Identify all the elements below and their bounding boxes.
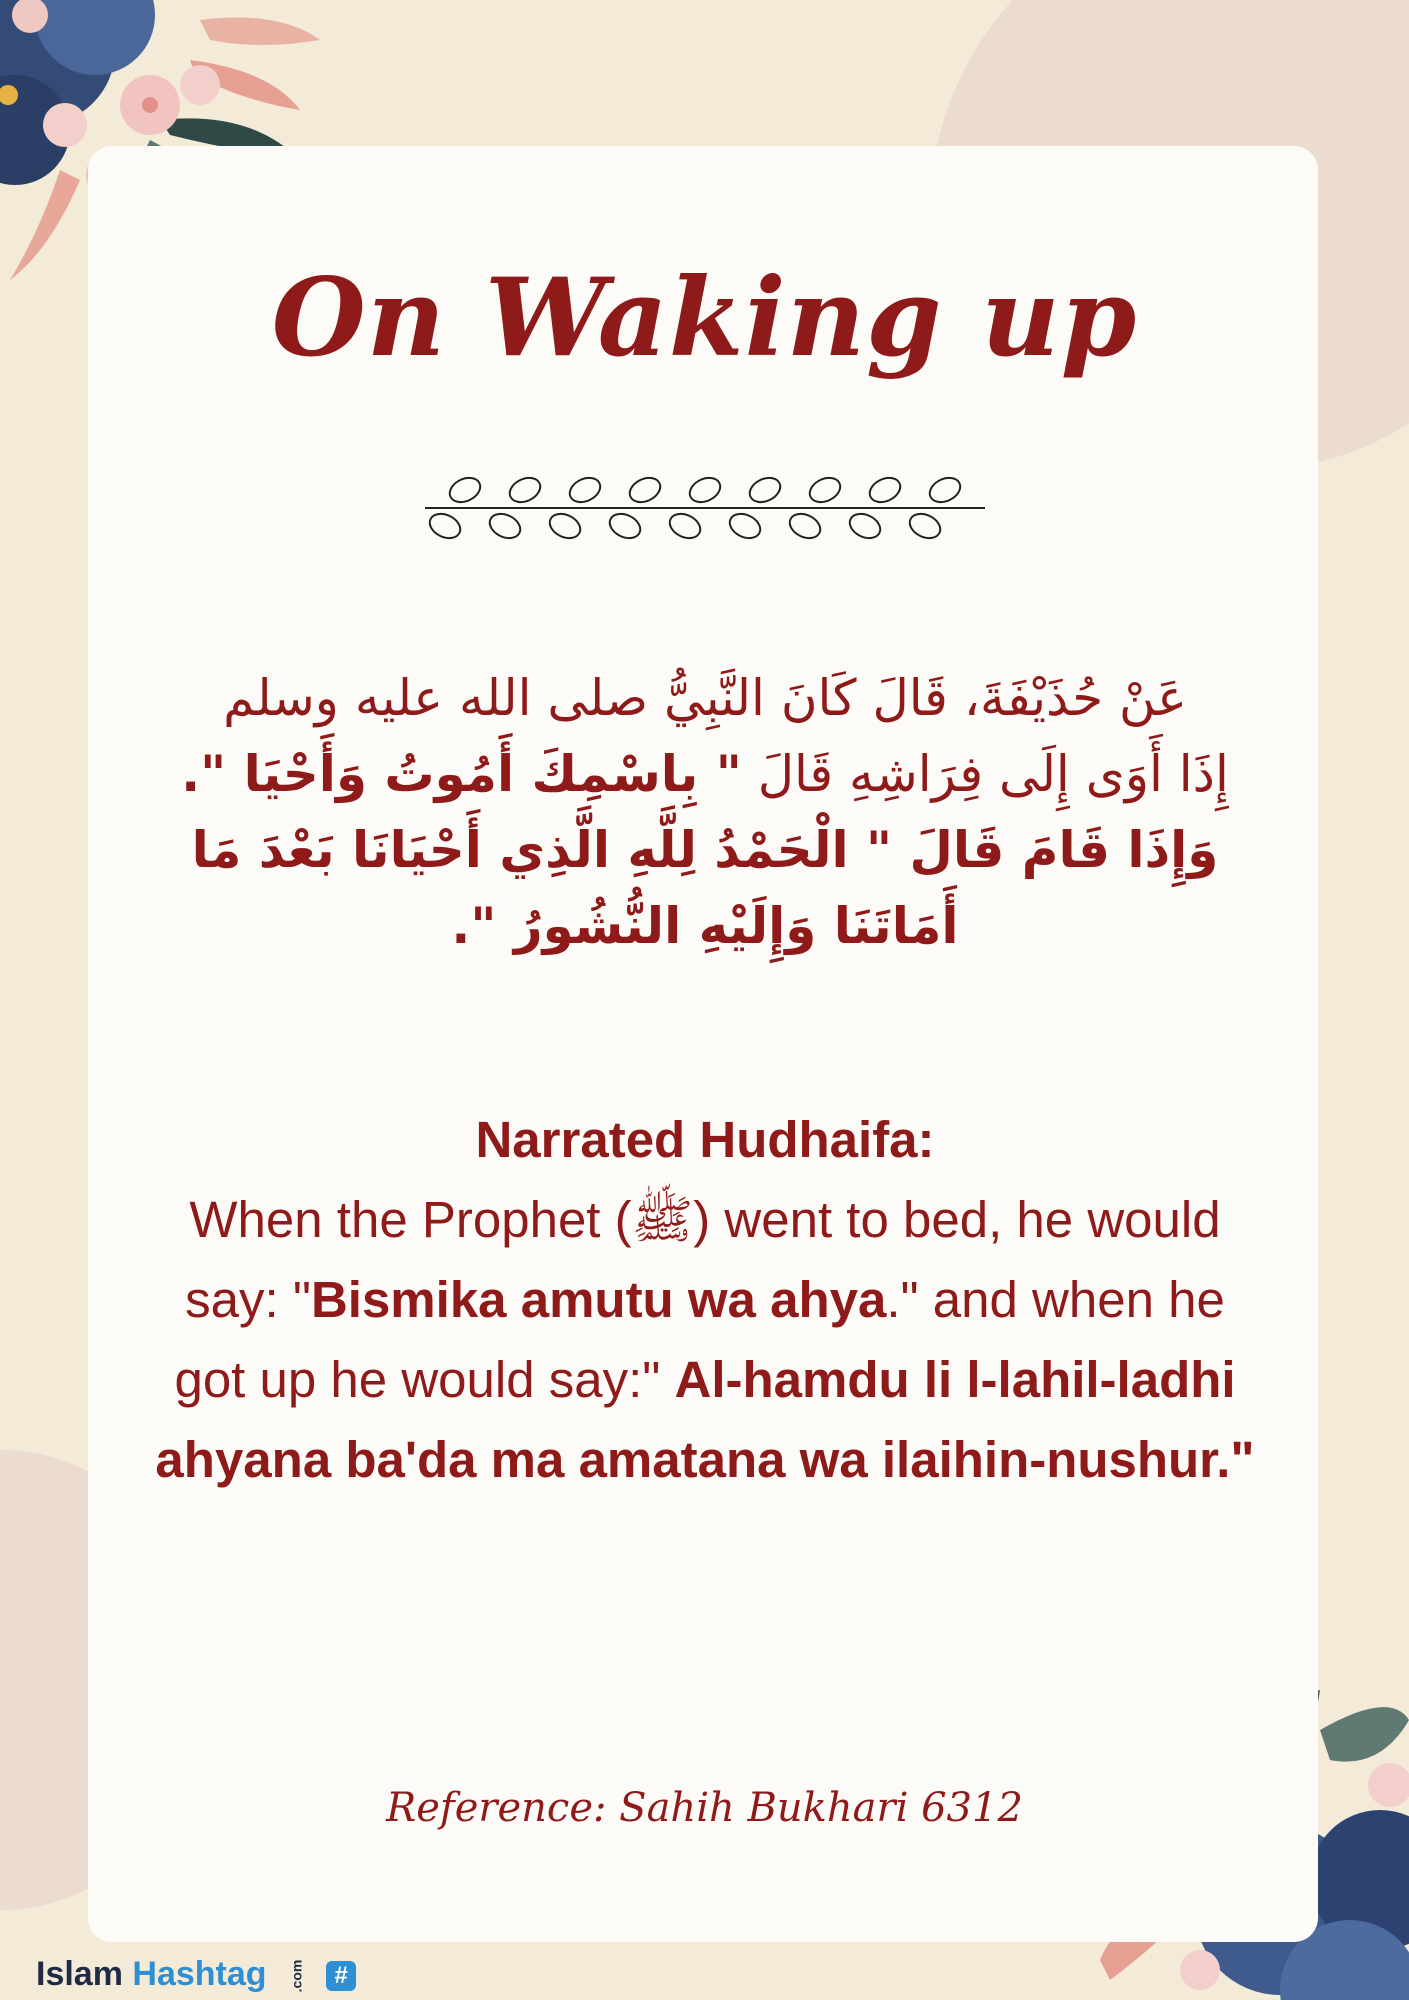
translation-part-1: When the Prophet (ﷺ) went to bed, he would say: " (185, 1191, 1221, 1328)
site-logo[interactable] (36, 1955, 356, 1994)
arabic-line-3-bold: " الْحَمْدُ لِلَّهِ الَّذِي أَحْيَانَا بَعْدَ مَا (191, 821, 893, 879)
logo-text-hashtag: Hashtag (132, 1955, 267, 1993)
arabic-hadith-text (140, 660, 1270, 964)
content-card (88, 146, 1318, 1942)
english-translation (150, 1100, 1260, 1500)
arabic-line-2-bold: " بِاسْمِكَ أَمُوتُ وَأَحْيَا ". (181, 745, 742, 803)
translation-bold-1: Bismika amutu wa ahya (310, 1271, 887, 1328)
vine-divider-icon (420, 470, 990, 550)
translation-part-2: ." and when he got up he would say:" (174, 1271, 1225, 1408)
narrator-heading: Narrated Hudhaifa: (475, 1111, 935, 1168)
arabic-line-1: عَنْ حُذَيْفَةَ، قَالَ كَانَ النَّبِيُّ صلى الله عليه وسلم (223, 669, 1187, 727)
arabic-line-2-plain: إِذَا أَوَى إِلَى فِرَاشِهِ قَالَ (741, 745, 1229, 803)
logo-text-islam: Islam (36, 1955, 123, 1993)
arabic-line-4: أَمَاتَنَا وَإِلَيْهِ النُّشُورُ ". (451, 897, 959, 955)
arabic-line-2 (140, 736, 1270, 812)
page-title: On Waking up (271, 255, 1138, 381)
arabic-line-3-plain: وَإِذَا قَامَ قَالَ (892, 821, 1219, 879)
islam-hashtag-logo-icon: # (326, 1961, 356, 1991)
translation-bold-2: Al-hamdu li l-lahil-ladhi ahyana ba'da ma amatana wa ilaihin-nushur." (155, 1351, 1255, 1488)
logo-text-com: .com (288, 1959, 305, 1993)
hadith-reference: Reference: Sahih Bukhari 6312 (386, 1785, 1023, 1831)
arabic-line-3 (140, 812, 1270, 888)
